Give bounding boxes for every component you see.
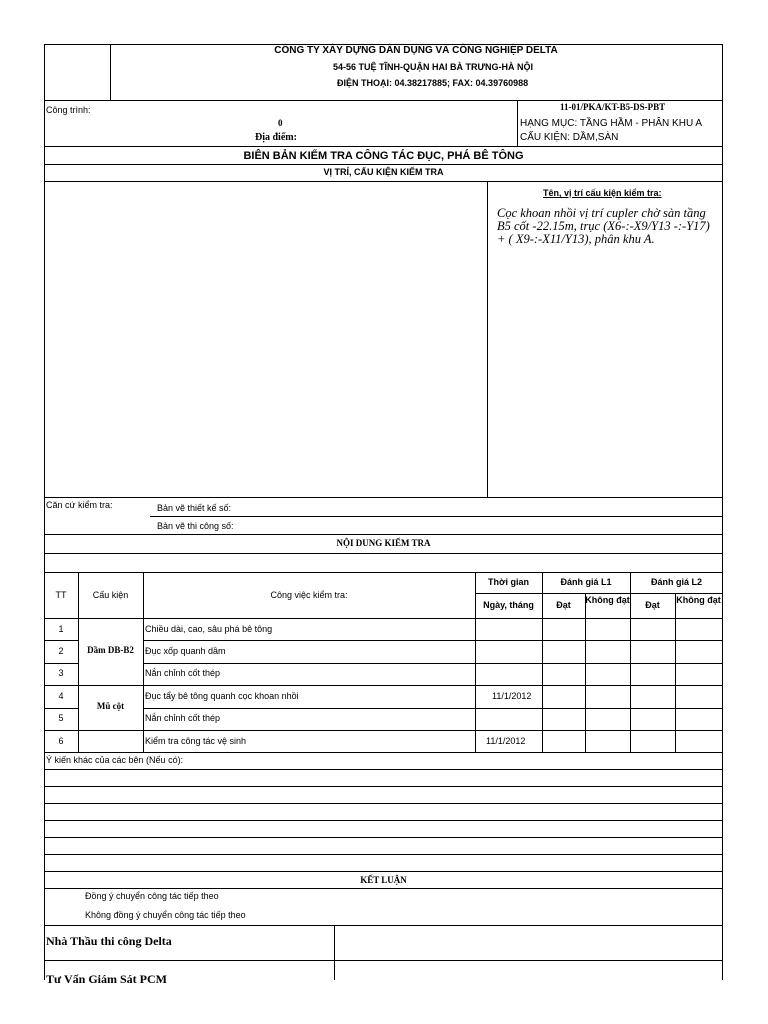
frame-right-border	[722, 44, 723, 980]
conclusion-bottom-line	[44, 925, 723, 926]
group-label-beam: Dầm DB-B2	[87, 645, 134, 655]
row-2-tt: 2	[58, 646, 64, 656]
opinion-line	[44, 854, 723, 855]
header-time: Thời gian	[488, 577, 529, 587]
basis-label: Căn cứ kiểm tra:	[46, 500, 113, 510]
header-eval-l2: Đánh giá L2	[650, 577, 702, 587]
document-title: BIÊN BẢN KIỂM TRA CÔNG TÁC ĐỤC, PHÁ BÊ TÔNG	[243, 150, 524, 162]
table-col-line	[475, 572, 476, 752]
row-line	[143, 663, 723, 664]
conclusion-heading-line	[44, 888, 723, 889]
opinion-line	[44, 871, 723, 872]
row-1-tt: 1	[58, 624, 64, 634]
row-6-work: Kiểm tra công tác vệ sinh	[145, 736, 247, 746]
row-line	[44, 685, 723, 686]
content-heading: NỘI DUNG KIỂM TRA	[336, 538, 431, 548]
content-heading-line	[44, 553, 723, 554]
construction-drawing-label: Bản vẽ thi công số:	[157, 521, 234, 531]
table-col-line	[585, 593, 586, 752]
row-4-date: 11/1/2012	[492, 691, 532, 701]
opinion-line	[44, 769, 723, 770]
group-label-column-cap: Mũ cột	[96, 701, 125, 711]
project-value: 0	[278, 118, 283, 128]
title-bottom-line	[44, 164, 723, 165]
table-col-line	[675, 593, 676, 752]
table-subheader-line	[475, 593, 723, 594]
row-line	[44, 730, 723, 731]
table-bottom-line	[44, 752, 723, 753]
header-work: Công việc kiểm tra:	[270, 590, 348, 600]
company-phone-fax: ĐIỆN THOẠI: 04.38217885; FAX: 04.39760988	[337, 78, 529, 88]
component-text: CẤU KIỆN: DẦM,SÀN	[520, 132, 619, 143]
row-line	[44, 663, 78, 664]
table-col-line	[630, 572, 631, 752]
component-name-label: Tên, vị trí cấu kiện kiểm tra:	[543, 188, 662, 198]
company-address: 54-56 TUỆ TĨNH-QUẬN HAI BÀ TRƯNG-HÀ NỘI	[333, 62, 533, 72]
row-3-work: Nắn chỉnh cốt thép	[145, 668, 221, 678]
opinion-line	[44, 786, 723, 787]
header-pass-l2: Đạt	[645, 600, 660, 610]
design-drawing-label: Bản vẽ thiết kế số:	[157, 503, 232, 513]
opinion-line	[44, 803, 723, 804]
row-line	[143, 708, 723, 709]
location-heading: VỊ TRÍ, CẤU KIỆN KIỂM TRA	[323, 167, 444, 177]
info-bottom-line	[44, 146, 723, 147]
header-component: Cấu kiện	[92, 590, 129, 600]
row-5-work: Nắn chỉnh cốt thép	[145, 713, 221, 723]
row-4-tt: 4	[58, 691, 64, 701]
contractor-label: Nhà Thầu thi công Delta	[46, 934, 172, 948]
row-2-work: Đục xốp quanh dầm	[145, 646, 226, 656]
table-top-line	[44, 572, 723, 573]
row-line	[44, 708, 78, 709]
other-opinions-label: Ý kiến khác của các bên (Nếu có):	[46, 755, 184, 765]
document-code: 11-01/PKA/KT-B5-DS-PBT	[560, 102, 666, 112]
location-heading-line	[44, 181, 723, 182]
project-label: Công trình:	[46, 105, 91, 115]
conclusion-agree: Đồng ý chuyển công tác tiếp theo	[85, 891, 219, 901]
header-eval-l1: Đánh giá L1	[560, 577, 612, 587]
location-bottom-line	[44, 497, 723, 498]
row-line	[44, 640, 78, 641]
design-drawing-line	[150, 516, 723, 517]
header-bottom-line	[44, 100, 723, 101]
header-pass-l1: Đạt	[556, 600, 571, 610]
conclusion-heading: KẾT LUẬN	[360, 875, 407, 885]
header-fail-l2: Không đạt	[676, 595, 721, 605]
company-name: CÔNG TY XÂY DỰNG DÂN DỤNG VÀ CÔNG NGHIỆP DELTA	[274, 45, 558, 56]
row-6-tt: 6	[58, 736, 64, 746]
opinion-line	[44, 820, 723, 821]
frame-left-border	[44, 44, 45, 980]
opinion-line	[44, 837, 723, 838]
row-line	[143, 640, 723, 641]
signature-line	[44, 960, 723, 961]
row-5-tt: 5	[58, 713, 64, 723]
conclusion-disagree: Không đồng ý chuyển công tác tiếp theo	[85, 910, 246, 920]
supervisor-label: Tư Vấn Giám Sát PCM	[46, 972, 167, 986]
component-description: Cọc khoan nhồi vị trí cupler chờ sàn tầng B5 cốt -22.15m, trục (X6-:-X9/Y13 -:-Y17) + ( X9-:-X11/Y13), phân khu A.	[497, 206, 710, 246]
category-text: HẠNG MỤC: TẦNG HẦM - PHÂN KHU A	[520, 118, 703, 129]
row-6-date: 11/1/2012	[486, 736, 526, 746]
table-col-line	[542, 572, 543, 752]
header-fail-l1: Không đạt	[585, 595, 630, 605]
location-label: Địa điểm:	[255, 132, 297, 143]
row-1-work: Chiều dài, cao, sâu phá bê tông	[145, 624, 273, 634]
row-4-work: Đục tẩy bê tông quanh cọc khoan nhồi	[145, 691, 299, 701]
table-header-bottom-line	[44, 618, 723, 619]
info-divider	[517, 100, 518, 146]
location-divider	[487, 181, 488, 497]
header-tt: TT	[55, 590, 67, 600]
row-3-tt: 3	[58, 668, 64, 678]
signature-divider	[334, 925, 335, 980]
basis-bottom-line	[44, 534, 723, 535]
header-date: Ngày, tháng	[483, 600, 534, 610]
